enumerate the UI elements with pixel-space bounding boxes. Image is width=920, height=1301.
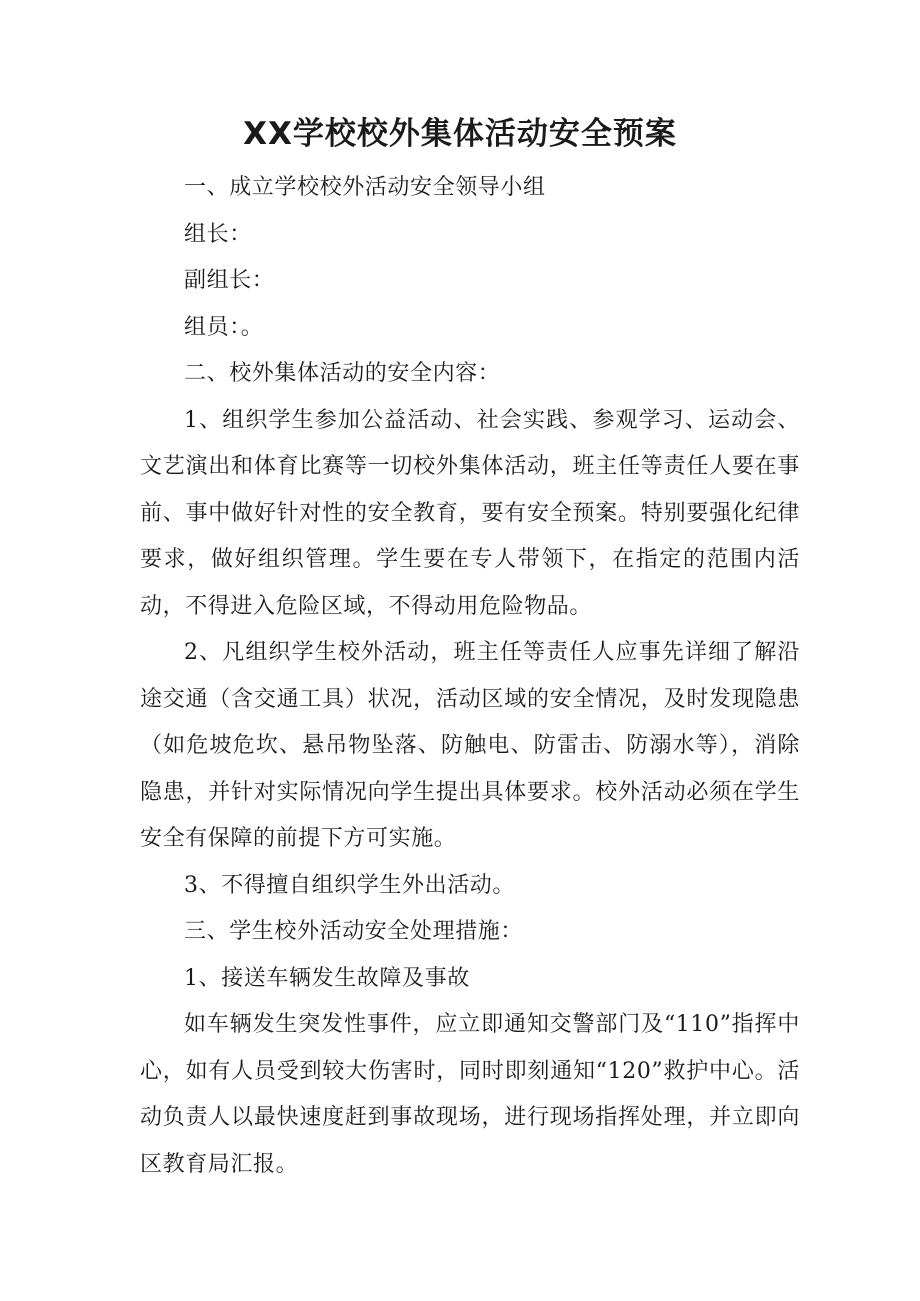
leader-line: 组长： (184, 221, 252, 247)
section-heading-2: 二、校外集体活动的安全内容： (184, 361, 501, 386)
section-heading-3: 三、学生校外活动安全处理措施： (184, 919, 524, 944)
section-heading-1: 一、成立学校校外活动安全领导小组 (184, 175, 546, 200)
document-title: XX学校校外集体活动安全预案 (243, 116, 677, 152)
paragraph-vehicle-measures: 如车辆发生突发性事件，应立即通知交警部门及“110”指挥中心，如有人员受到较大伤害时，同时即刻通知“120”救护中心。活动负责人以最快速度赶到事故现场，进行现场指挥处理，并立即向区教育局汇报。 (140, 1012, 800, 1177)
deputy-leader-line: 副组长： (184, 268, 275, 293)
paragraph-item-3: 3、不得擅自组织学生外出活动。 (184, 872, 515, 898)
paragraph-item-2: 2、凡组织学生校外活动，班主任等责任人应事先详细了解沿途交通（含交通工具）状况，活动区域的安全情况，及时发现隐患（如危坡危坎、悬吊物坠落、防触电、防雷击、防溺水等），消除隐患，并针对实际情况向学生提出具体要求。校外活动必须在学生安全有保障的前提下方可实施。 (140, 640, 800, 851)
paragraph-item-1: 1、组织学生参加公益活动、社会实践、参观学习、运动会、文艺演出和体育比赛等一切校外集体活动，班主任等责任人要在事前、事中做好针对性的安全教育，要有安全预案。特别要强化纪律要求，做好组织管理。学生要在专人带领下，在指定的范围内活动，不得进入危险区域，不得动用危险物品。 (140, 407, 800, 619)
subheading-vehicle: 1、接送车辆发生故障及事故 (184, 965, 470, 991)
document-body (140, 165, 800, 1188)
members-line: 组员：。 (184, 314, 264, 340)
